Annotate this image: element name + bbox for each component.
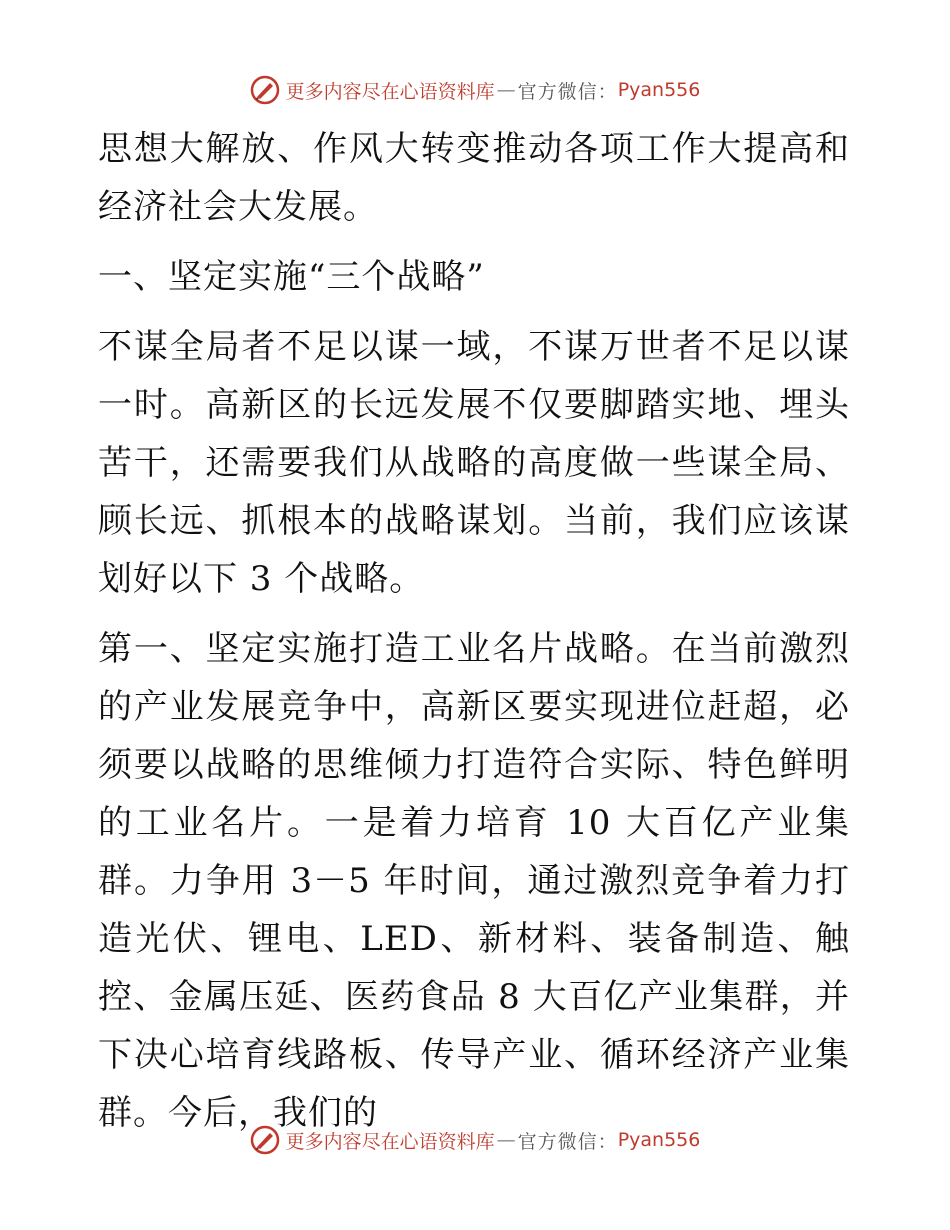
pen-logo-icon bbox=[250, 75, 280, 105]
watermark-wechat-id: Pyan556 bbox=[617, 1129, 701, 1151]
document-body bbox=[98, 120, 850, 1142]
paragraph-1: 思想大解放、作风大转变推动各项工作大提高和经济社会大发展。 bbox=[98, 129, 850, 227]
paragraph-3: 第一、坚定实施打造工业名片战略。在当前激烈的产业发展竞争中，高新区要实现进位赶超，必须要以战略的思维倾力打造符合实际、特色鲜明的工业名片。一是着力培育 10 大百亿产业集群。力争用 3－5 年时间，通过激烈竞争着力打造光伏、锂电、LED、新材料、装备制造、触控、金属压延、医药食品 8 大百亿产业集群，并下决心培育线路板、传导产业、循环经济产业集群。今后，我们的 bbox=[98, 629, 850, 1133]
section-heading: 一、坚定实施“三个战略” bbox=[98, 257, 485, 297]
pen-logo-icon bbox=[250, 1125, 280, 1155]
watermark-main-text: 更多内容尽在心语资料库 bbox=[285, 80, 495, 103]
watermark-official-label: 官方微信： bbox=[517, 1130, 618, 1153]
watermark-dash: — bbox=[496, 1129, 516, 1151]
watermark-official-label: 官方微信： bbox=[517, 80, 618, 103]
paragraph-2: 不谋全局者不足以谋一域，不谋万世者不足以谋一时。高新区的长远发展不仅要脚踏实地、埋头苦干，还需要我们从战略的高度做一些谋全局、顾长远、抓根本的战略谋划。当前，我们应该谋划好以下 3 个战略。 bbox=[98, 327, 850, 599]
watermark-dash: — bbox=[496, 79, 516, 101]
watermark-wechat-id: Pyan556 bbox=[617, 79, 701, 101]
watermark-main-text: 更多内容尽在心语资料库 bbox=[285, 1130, 495, 1153]
header-watermark bbox=[0, 70, 950, 110]
footer-watermark bbox=[0, 1120, 950, 1160]
